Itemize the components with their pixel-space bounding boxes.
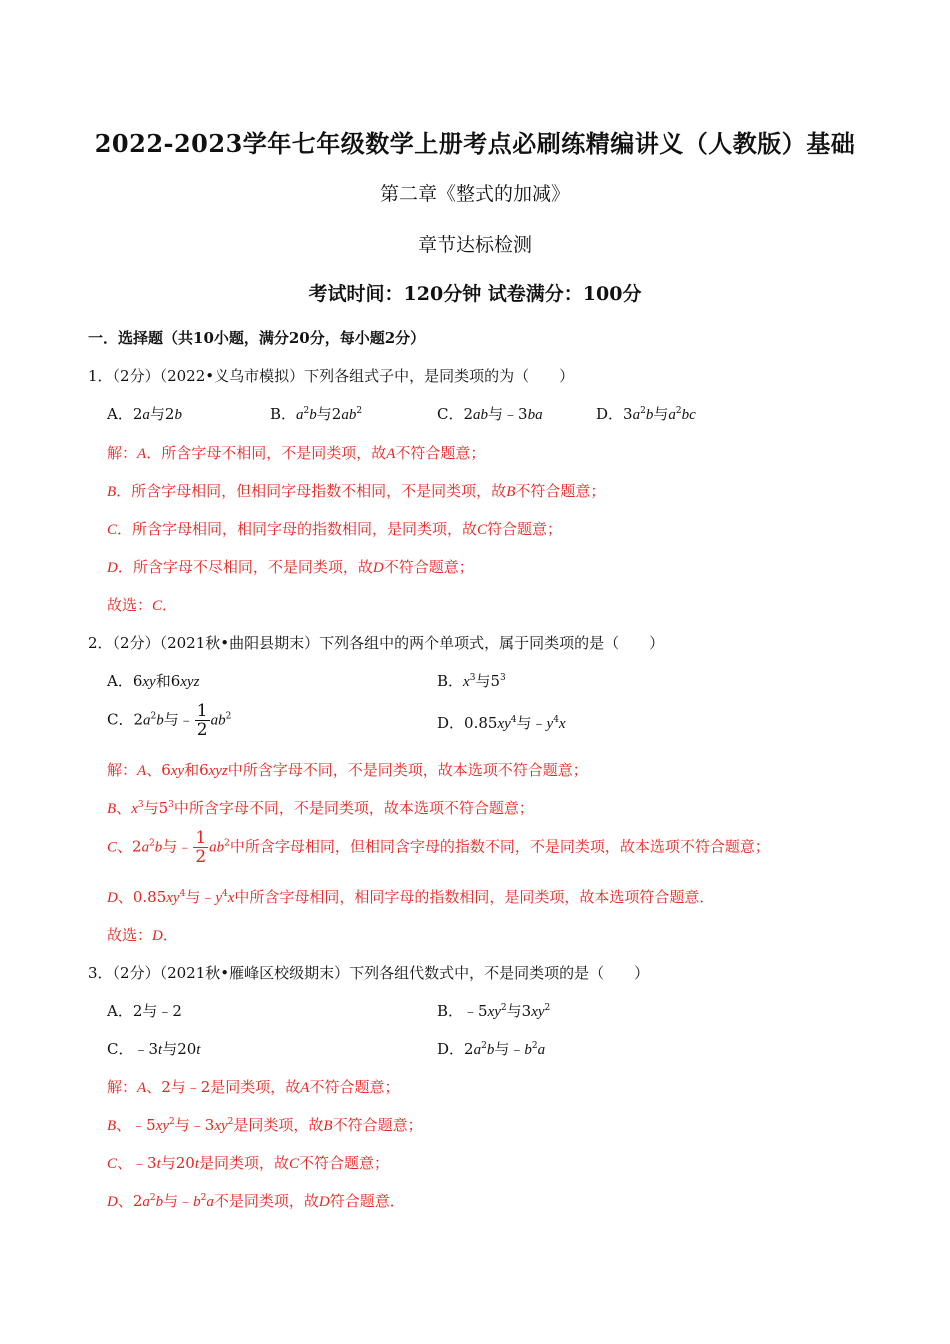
q1-solution-line-2: B．所含字母相同，但相同字母指数不相同，不是同类项，故B不符合题意；	[107, 482, 606, 500]
q1-option-c: C．2ab与﹣3ba	[437, 405, 543, 423]
q1-stem: 1．（2分）（2022•义乌市模拟）下列各组式子中，是同类项的为（ ）	[88, 367, 575, 385]
q2-option-c: C．$2a^2b$与﹣ $\frac{1}{2}$ $ab^2$	[107, 701, 232, 740]
q2-answer: 故选：D．	[107, 926, 178, 944]
q3-option-d: D．$2a^2b$与$﹣b^2a$	[437, 1040, 546, 1058]
chapter-title: 第二章《整式的加减》	[379, 183, 570, 205]
q1-answer: 故选：C．	[107, 596, 178, 614]
q1-option-a: A．2a与2b	[107, 405, 182, 423]
q2-solution-line-1: 解：A、6xy和6xyz中所含字母不同，不是同类项，故本选项不符合题意；	[107, 761, 588, 779]
q1-solution-line-3: C．所含字母相同，相同字母的指数相同，是同类项，故C符合题意；	[107, 520, 563, 538]
section-subtitle: 章节达标检测	[417, 234, 532, 256]
q2-option-b: B．$x^3$与$5^3$	[437, 672, 506, 690]
fraction-one-half: $\frac{1}{2}$	[196, 701, 208, 740]
q3-option-a: A．2与﹣2	[107, 1002, 182, 1020]
q2-solution-line-4: D、$0.85xy^4$与$﹣y^4x$中所含字母相同，相同字母的指数相同，是同类项，故本选项符合题意．	[107, 888, 715, 906]
q3-solution-line-1: 解：A、2与﹣2是同类项，故A不符合题意；	[107, 1078, 400, 1096]
document-title: 2022-2023学年七年级数学上册考点必刷练精编讲义（人教版）基础	[94, 129, 856, 158]
fraction-one-half: $\frac{1}{2}$	[195, 828, 207, 867]
exam-info: 考试时间：120分钟 试卷满分：100分	[308, 283, 642, 305]
q2-option-d: D．$0.85xy^4$与$﹣y^4x$	[437, 714, 566, 732]
q3-stem: 3．（2分）（2021秋•雁峰区校级期末）下列各组代数式中，不是同类项的是（ ）	[88, 964, 650, 982]
q1-solution-line-4: D．所含字母不尽相同，不是同类项，故D不符合题意；	[107, 558, 474, 576]
q2-option-a: A．6xy和6xyz	[107, 672, 200, 690]
q3-solution-line-2: B、$﹣5xy^2$与$﹣3xy^2$是同类项，故B不符合题意；	[107, 1116, 423, 1134]
q3-solution-line-3: C、﹣3t与20t是同类项，故C不符合题意；	[107, 1154, 390, 1172]
q1-option-b: B．$a^2b$与$2ab^2$	[270, 405, 363, 423]
section-heading: 一．选择题（共10小题，满分20分，每小题2分）	[88, 329, 426, 347]
q2-stem: 2．（2分）（2021秋•曲阳县期末）下列各组中的两个单项式，属于同类项的是（ ）	[88, 634, 665, 652]
q1-option-d: D．$3a^2b$与$a^2bc$	[596, 405, 696, 423]
q3-option-b: B．$﹣5xy^2$与$3xy^2$	[437, 1002, 551, 1020]
q3-option-c: C．﹣3t与20t	[107, 1040, 201, 1058]
q2-solution-line-3: C、$2a^2b$与﹣ $\frac{1}{2}$ $ab^2$中所含字母相同，但相同含字母的指数不同，不是同类项，故本选项不符合题意；	[107, 828, 770, 867]
q1-solution-line-1: 解：A．所含字母不相同，不是同类项，故A不符合题意；	[107, 444, 486, 462]
q2-solution-line-2: B、$x^3$与$5^3$中所含字母不同，不是同类项，故本选项不符合题意；	[107, 799, 534, 817]
q3-solution-line-4: D、$2a^2b$与$﹣b^2a$不是同类项，故D符合题意．	[107, 1192, 405, 1210]
